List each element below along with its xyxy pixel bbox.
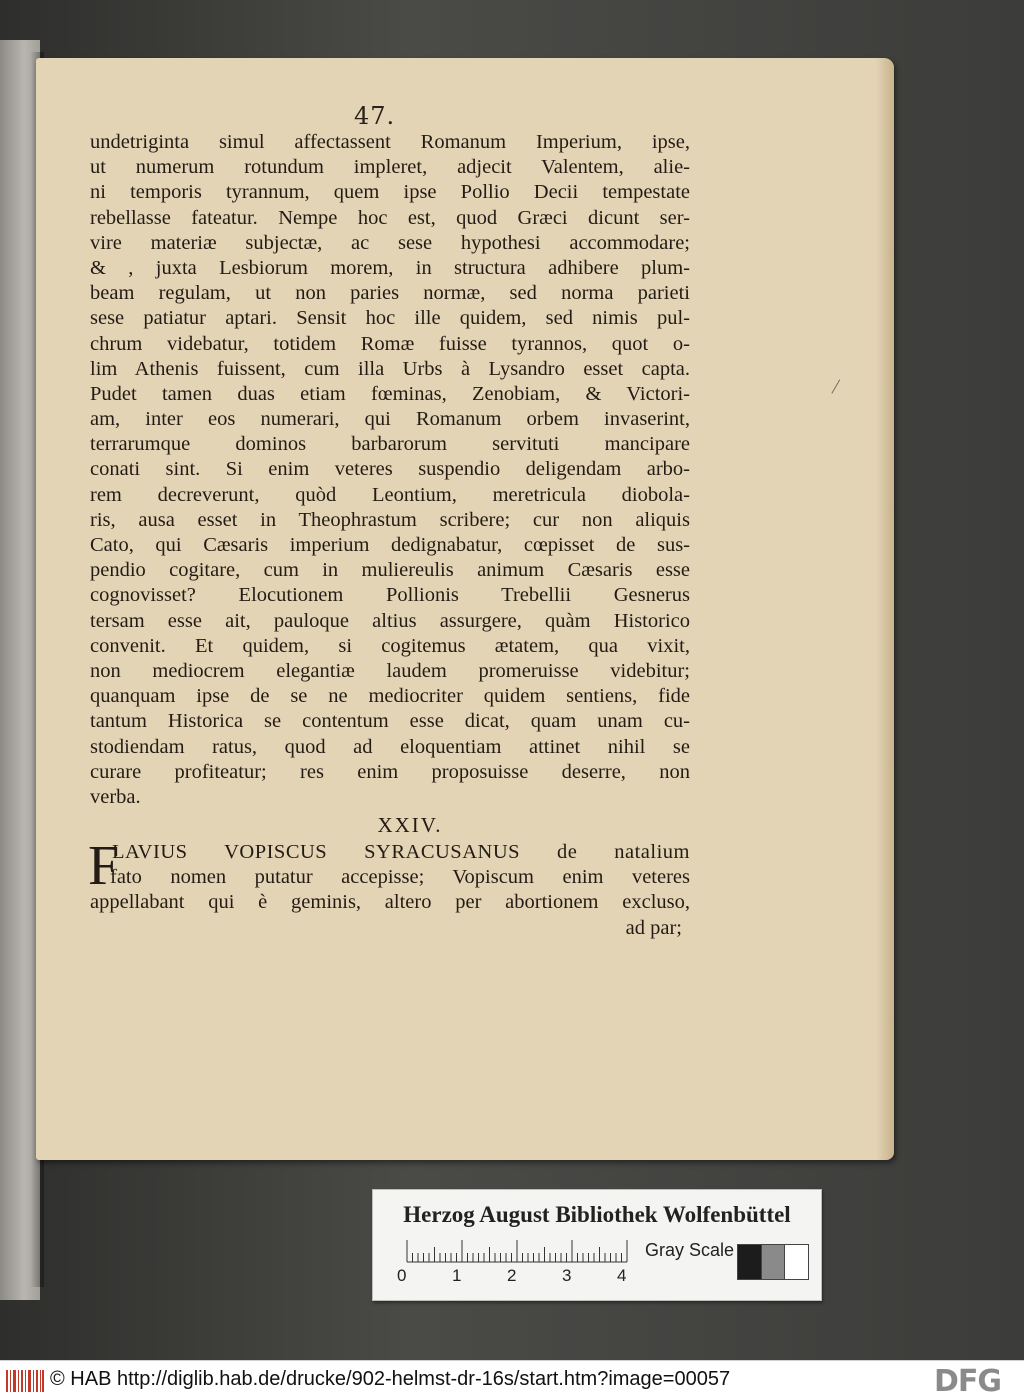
footer-bar <box>0 1360 1024 1400</box>
text-line: pendio cogitare, cum in muliereulis animum Cæsaris esse <box>90 559 690 582</box>
book-page <box>36 58 894 1160</box>
dfg-logo: DFG <box>934 1364 1002 1399</box>
page-edge <box>876 58 894 1160</box>
text-line: Pudet tamen duas etiam fœminas, Zenobiam, & Victori- <box>90 382 690 405</box>
text-line: & , juxta Lesbiorum morem, in structura adhibere plum- <box>90 256 690 279</box>
pencil-mark <box>823 374 841 393</box>
text-line: beam regulam, ut non paries normæ, sed norma parieti <box>90 282 690 305</box>
text-line: ris, ausa esset in Theophrastum scribere; cur non aliquis <box>90 508 690 531</box>
gray-scale-swatches <box>737 1244 809 1280</box>
text-line: ni temporis tyrannum, quem ipse Pollio Decii tempestate <box>90 181 690 204</box>
text-line: terrarumque dominos barbarorum servituti mancipare <box>90 433 690 456</box>
text-line: ut numerum rotundum impleret, adjecit Valentem, alie- <box>90 156 690 179</box>
text-line: verba. <box>90 785 141 808</box>
text-line: tantum Historica se contentum esse dicat, quam unam cu- <box>90 710 690 733</box>
ruler-label: 1 <box>452 1266 462 1285</box>
text-line: am, inter eos numerari, qui Romanum orbem invaserint, <box>90 408 690 431</box>
gray-swatch <box>738 1245 761 1279</box>
text-line: Cato, qui Cæsaris imperium dedignabatur, cœpisset de sus- <box>90 534 690 556</box>
section-text <box>88 835 690 916</box>
ruler-label: 0 <box>397 1266 407 1285</box>
text-line: fato nomen putatur accepisse; Vopiscum enim veteres <box>110 866 690 889</box>
ruler-label: 4 <box>617 1266 627 1285</box>
gray-scale-label: Gray Scale <box>645 1240 735 1260</box>
text-line: quanquam ipse de se ne mediocriter quidem sentiens, fide <box>90 685 690 708</box>
text-line: rem decreverunt, quòd Leontium, meretricula diobola- <box>90 483 690 506</box>
text-line: appellabant qui è geminis, altero per abortionem excluso, <box>90 891 690 914</box>
text-line: curare profiteatur; res enim proposuisse deserre, non <box>90 760 690 783</box>
ruler-label: 3 <box>562 1266 572 1285</box>
text-line: sese patiatur aptari. Sensit hoc ille quidem, sed nimis pul- <box>90 307 690 330</box>
text-line: LAVIUS VOPISCUS SYRACUSANUS de natalium <box>112 841 690 864</box>
text-line: chrum videbatur, totidem Romæ fuisse tyrannos, quot o- <box>90 332 690 355</box>
text-line: lim Athenis fuissent, cum illa Urbs à Lysandro esset capta. <box>90 357 690 380</box>
page-text <box>90 130 690 941</box>
text-line: rebellasse fateatur. Nempe hoc est, quod Græci dicunt ser- <box>90 206 690 229</box>
text-line: undetriginta simul affectassent Romanum Imperium, ipse, <box>90 131 690 153</box>
page-number: 47. <box>354 102 396 130</box>
library-title: Herzog August Bibliothek Wolfenbüttel <box>403 1202 791 1227</box>
section-heading: XXIV. <box>377 813 443 838</box>
body-lines <box>90 130 690 785</box>
barcode-icon <box>6 1370 44 1392</box>
drop-capital: F <box>88 835 120 898</box>
copyright-url[interactable]: © HAB http://diglib.hab.de/drucke/902-helmst-dr-16s/start.htm?image=00057 <box>50 1368 731 1390</box>
gray-swatch <box>761 1245 785 1279</box>
color-target-card <box>372 1189 822 1301</box>
ruler-label: 2 <box>507 1266 517 1285</box>
ruler-ticks <box>403 1240 633 1264</box>
text-line: vire materiæ subjectæ, ac sese hypothesi accommodare; <box>90 231 690 254</box>
text-line: convenit. Et quidem, si cogitemus ætatem, qua vixit, <box>90 634 690 657</box>
text-line: stodiendam ratus, quod ad eloquentiam attinet nihil se <box>90 735 690 758</box>
text-line: cognovisset? Elocutionem Pollionis Trebellii Gesnerus <box>90 584 690 607</box>
scale-ruler <box>403 1240 633 1262</box>
text-line: tersam esse ait, pauloque altius assurgere, quàm Historico <box>90 609 690 632</box>
text-line: conati sint. Si enim veteres suspendio deligendam arbo- <box>90 458 690 481</box>
ruler-labels <box>397 1266 637 1288</box>
catchword: ad par; <box>625 916 682 939</box>
text-line: non mediocrem elegantiæ laudem promeruisse videbitur; <box>90 659 690 682</box>
gray-swatch <box>784 1245 808 1279</box>
